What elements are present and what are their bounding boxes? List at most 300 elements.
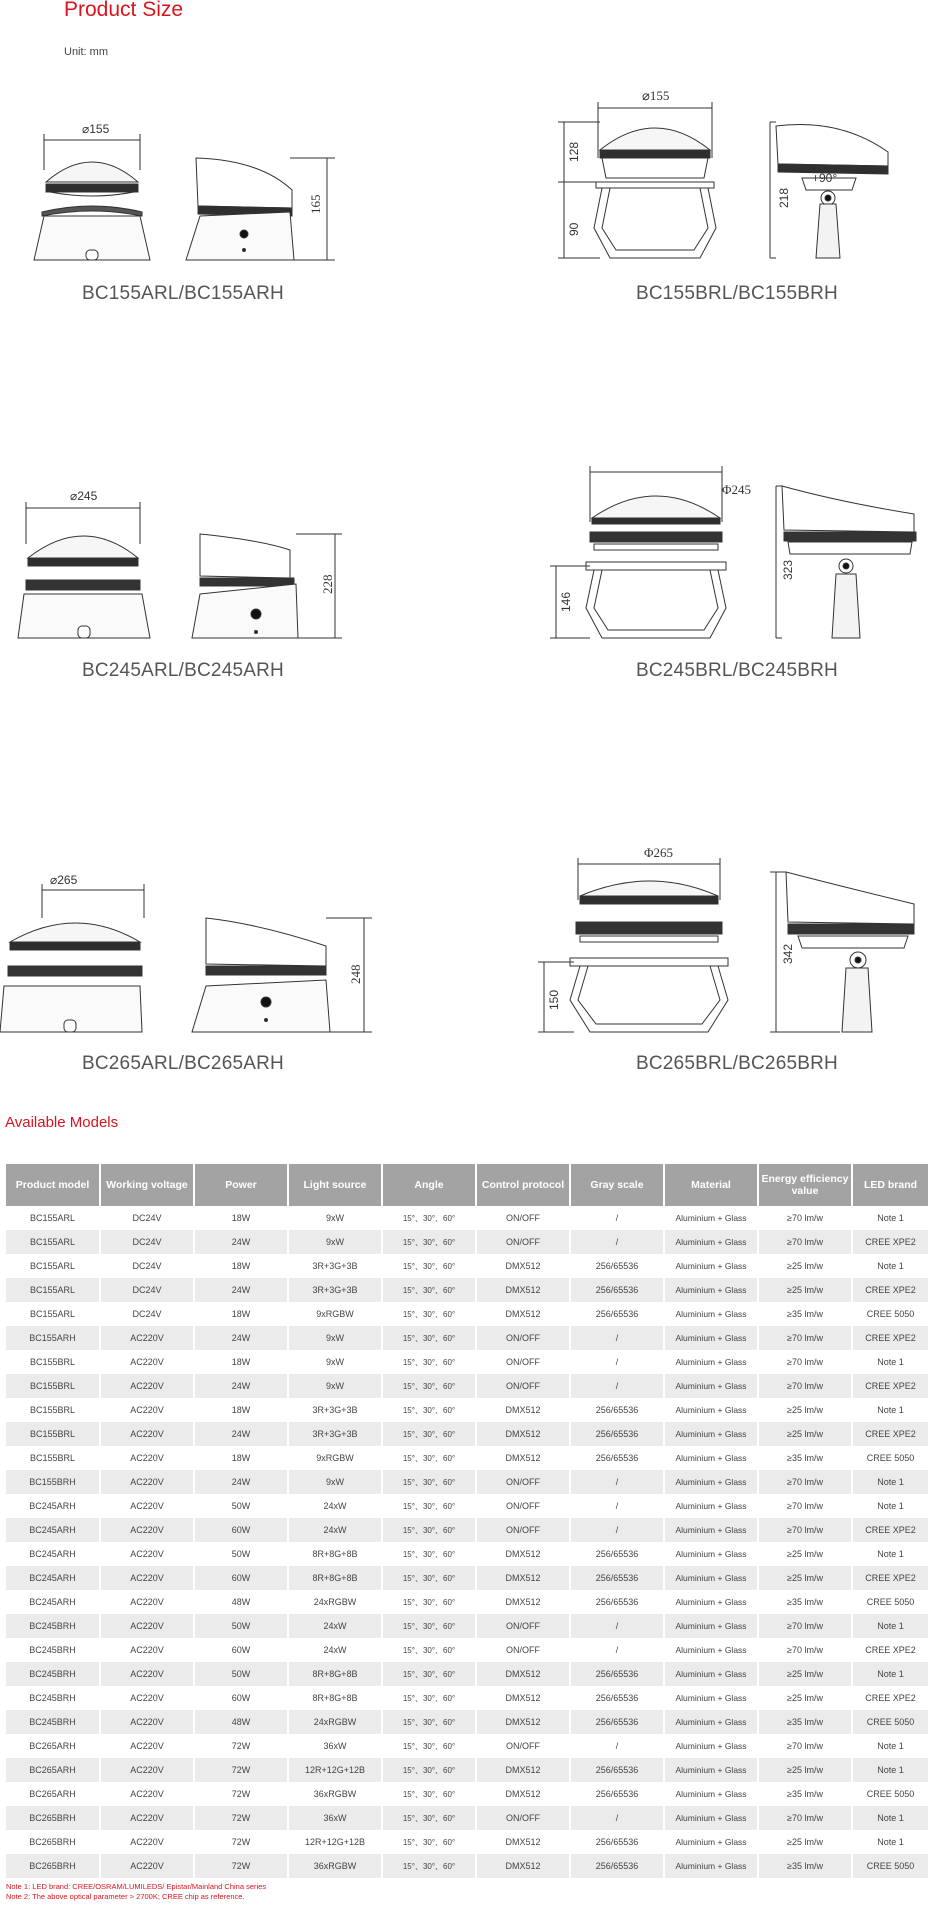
- table-cell: 24xRGBW: [288, 1590, 382, 1614]
- table-cell: 256/65536: [570, 1686, 664, 1710]
- table-cell: ≥25 lm/w: [758, 1398, 852, 1422]
- table-row: [6, 1326, 929, 1350]
- table-cell: Aluminium + Glass: [664, 1806, 758, 1830]
- table-cell: 50W: [194, 1662, 288, 1686]
- table-cell: 256/65536: [570, 1422, 664, 1446]
- table-cell: BC265BRH: [6, 1830, 100, 1854]
- table-cell: 15°、30°、60°: [382, 1566, 476, 1590]
- dim-diameter: ⌀245: [70, 489, 98, 503]
- table-cell: 24W: [194, 1230, 288, 1254]
- dim-128: 128: [567, 141, 581, 162]
- dim-146: 146: [559, 591, 573, 612]
- table-cell: Aluminium + Glass: [664, 1350, 758, 1374]
- table-cell: ≥25 lm/w: [758, 1686, 852, 1710]
- unit-label: Unit: mm: [64, 46, 108, 58]
- dim-diameter: Φ245: [722, 482, 752, 497]
- table-cell: 15°、30°、60°: [382, 1830, 476, 1854]
- table-cell: 9xW: [288, 1230, 382, 1254]
- table-cell: Aluminium + Glass: [664, 1326, 758, 1350]
- table-cell: CREE 5050: [852, 1854, 929, 1878]
- table-cell: /: [570, 1734, 664, 1758]
- table-cell: Aluminium + Glass: [664, 1830, 758, 1854]
- table-cell: CREE XPE2: [852, 1422, 929, 1446]
- table-cell: DMX512: [476, 1446, 570, 1470]
- table-cell: CREE XPE2: [852, 1638, 929, 1662]
- table-cell: 15°、30°、60°: [382, 1446, 476, 1470]
- model-caption: BC265BRL/BC265BRH: [636, 1053, 838, 1074]
- table-cell: Aluminium + Glass: [664, 1374, 758, 1398]
- table-cell: Note 1: [852, 1206, 929, 1230]
- table-cell: 15°、30°、60°: [382, 1542, 476, 1566]
- table-cell: ON/OFF: [476, 1326, 570, 1350]
- table-cell: 15°、30°、60°: [382, 1686, 476, 1710]
- table-cell: 256/65536: [570, 1758, 664, 1782]
- table-cell: 15°、30°、60°: [382, 1350, 476, 1374]
- table-cell: 12R+12G+12B: [288, 1758, 382, 1782]
- table-cell: BC155BRL: [6, 1398, 100, 1422]
- table-cell: 18W: [194, 1446, 288, 1470]
- table-cell: 256/65536: [570, 1662, 664, 1686]
- table-cell: /: [570, 1374, 664, 1398]
- table-cell: ≥70 lm/w: [758, 1734, 852, 1758]
- table-cell: CREE XPE2: [852, 1566, 929, 1590]
- table-row: [6, 1470, 929, 1494]
- table-row: [6, 1614, 929, 1638]
- table-cell: Aluminium + Glass: [664, 1734, 758, 1758]
- table-cell: 15°、30°、60°: [382, 1398, 476, 1422]
- table-cell: 24W: [194, 1422, 288, 1446]
- table-row: [6, 1446, 929, 1470]
- table-cell: DMX512: [476, 1566, 570, 1590]
- dim-height: 228: [320, 574, 335, 594]
- table-cell: AC220V: [100, 1734, 194, 1758]
- table-cell: 12R+12G+12B: [288, 1830, 382, 1854]
- table-cell: DMX512: [476, 1542, 570, 1566]
- table-row: [6, 1278, 929, 1302]
- table-cell: 60W: [194, 1638, 288, 1662]
- table-cell: BC245BRH: [6, 1662, 100, 1686]
- table-cell: AC220V: [100, 1590, 194, 1614]
- table-cell: BC265BRH: [6, 1854, 100, 1878]
- table-cell: BC155BRH: [6, 1470, 100, 1494]
- table-cell: BC155ARL: [6, 1278, 100, 1302]
- table-cell: Aluminium + Glass: [664, 1518, 758, 1542]
- table-cell: ON/OFF: [476, 1518, 570, 1542]
- table-cell: /: [570, 1614, 664, 1638]
- table-cell: 36xRGBW: [288, 1782, 382, 1806]
- table-cell: Aluminium + Glass: [664, 1566, 758, 1590]
- table-row: [6, 1494, 929, 1518]
- table-row: [6, 1662, 929, 1686]
- table-cell: Note 1: [852, 1494, 929, 1518]
- table-cell: 9xW: [288, 1206, 382, 1230]
- table-cell: AC220V: [100, 1662, 194, 1686]
- table-cell: CREE XPE2: [852, 1686, 929, 1710]
- table-row: [6, 1782, 929, 1806]
- table-row: [6, 1638, 929, 1662]
- table-cell: 15°、30°、60°: [382, 1206, 476, 1230]
- col-header: Product model: [6, 1164, 100, 1206]
- table-cell: Aluminium + Glass: [664, 1614, 758, 1638]
- table-cell: DC24V: [100, 1254, 194, 1278]
- table-cell: ≥70 lm/w: [758, 1806, 852, 1830]
- table-cell: DMX512: [476, 1686, 570, 1710]
- dim-height: 248: [348, 964, 363, 984]
- table-cell: 8R+8G+8B: [288, 1686, 382, 1710]
- notes: [6, 1882, 266, 1902]
- table-cell: AC220V: [100, 1566, 194, 1590]
- table-cell: CREE 5050: [852, 1302, 929, 1326]
- drawing-bc265b: [540, 845, 930, 1050]
- table-cell: Note 1: [852, 1662, 929, 1686]
- col-header: Working voltage: [100, 1164, 194, 1206]
- table-cell: 15°、30°、60°: [382, 1758, 476, 1782]
- table-cell: 15°、30°、60°: [382, 1326, 476, 1350]
- table-cell: ≥35 lm/w: [758, 1590, 852, 1614]
- table-cell: 24W: [194, 1278, 288, 1302]
- table-cell: ON/OFF: [476, 1230, 570, 1254]
- table-cell: 256/65536: [570, 1710, 664, 1734]
- table-cell: 18W: [194, 1350, 288, 1374]
- models-table: [6, 1164, 930, 1878]
- table-cell: 15°、30°、60°: [382, 1734, 476, 1758]
- table-cell: Aluminium + Glass: [664, 1422, 758, 1446]
- table-cell: Aluminium + Glass: [664, 1590, 758, 1614]
- table-row: [6, 1374, 929, 1398]
- table-cell: 15°、30°、60°: [382, 1710, 476, 1734]
- table-cell: ≥70 lm/w: [758, 1470, 852, 1494]
- table-cell: DMX512: [476, 1854, 570, 1878]
- table-cell: /: [570, 1206, 664, 1230]
- model-caption: BC245ARL/BC245ARH: [82, 660, 284, 681]
- table-cell: 48W: [194, 1710, 288, 1734]
- table-cell: 18W: [194, 1398, 288, 1422]
- table-cell: 72W: [194, 1758, 288, 1782]
- table-cell: DMX512: [476, 1254, 570, 1278]
- note-1: Note 1: LED brand: CREE/OSRAM/LUMILEDS/ Epistar/Mainland China series: [6, 1882, 267, 1891]
- table-cell: ON/OFF: [476, 1806, 570, 1830]
- table-cell: 256/65536: [570, 1782, 664, 1806]
- table-row: [6, 1350, 929, 1374]
- table-cell: /: [570, 1518, 664, 1542]
- table-cell: 50W: [194, 1542, 288, 1566]
- table-row: [6, 1230, 929, 1254]
- table-cell: Note 1: [852, 1470, 929, 1494]
- model-caption: BC155BRL/BC155BRH: [636, 283, 838, 304]
- table-cell: BC245BRH: [6, 1686, 100, 1710]
- table-cell: DMX512: [476, 1590, 570, 1614]
- table-cell: 72W: [194, 1830, 288, 1854]
- table-cell: Aluminium + Glass: [664, 1542, 758, 1566]
- table-cell: BC245ARH: [6, 1542, 100, 1566]
- table-row: [6, 1734, 929, 1758]
- table-cell: 72W: [194, 1734, 288, 1758]
- table-cell: AC220V: [100, 1422, 194, 1446]
- table-cell: ≥35 lm/w: [758, 1302, 852, 1326]
- table-cell: 8R+8G+8B: [288, 1542, 382, 1566]
- table-cell: ≥35 lm/w: [758, 1782, 852, 1806]
- table-cell: BC245ARH: [6, 1518, 100, 1542]
- table-cell: 15°、30°、60°: [382, 1590, 476, 1614]
- table-row: [6, 1422, 929, 1446]
- table-cell: 24xW: [288, 1638, 382, 1662]
- dim-218: 218: [777, 187, 791, 208]
- table-cell: ≥25 lm/w: [758, 1830, 852, 1854]
- table-cell: AC220V: [100, 1470, 194, 1494]
- col-header: Control protocol: [476, 1164, 570, 1206]
- col-header: LED brand: [852, 1164, 929, 1206]
- table-cell: 15°、30°、60°: [382, 1254, 476, 1278]
- table-cell: BC265ARH: [6, 1782, 100, 1806]
- table-cell: 36xW: [288, 1806, 382, 1830]
- table-cell: ON/OFF: [476, 1614, 570, 1638]
- table-cell: ≥70 lm/w: [758, 1374, 852, 1398]
- table-cell: 50W: [194, 1494, 288, 1518]
- table-cell: Aluminium + Glass: [664, 1782, 758, 1806]
- dim-323: 323: [781, 559, 795, 580]
- table-cell: ON/OFF: [476, 1470, 570, 1494]
- dim-diameter: Φ265: [644, 845, 674, 860]
- table-cell: 256/65536: [570, 1254, 664, 1278]
- drawing-bc155a: [0, 100, 420, 280]
- table-cell: Aluminium + Glass: [664, 1254, 758, 1278]
- table-cell: BC245ARH: [6, 1590, 100, 1614]
- table-row: [6, 1518, 929, 1542]
- col-header: Power: [194, 1164, 288, 1206]
- table-cell: /: [570, 1494, 664, 1518]
- table-row: [6, 1830, 929, 1854]
- table-cell: Aluminium + Glass: [664, 1470, 758, 1494]
- table-cell: DC24V: [100, 1206, 194, 1230]
- table-cell: DMX512: [476, 1398, 570, 1422]
- table-cell: 48W: [194, 1590, 288, 1614]
- table-cell: AC220V: [100, 1398, 194, 1422]
- table-cell: CREE 5050: [852, 1590, 929, 1614]
- table-cell: AC220V: [100, 1758, 194, 1782]
- table-cell: CREE XPE2: [852, 1374, 929, 1398]
- note-2: Note 2: The above optical parameter > 2700K; CREE chip as reference.: [6, 1892, 245, 1901]
- table-cell: 256/65536: [570, 1446, 664, 1470]
- table-cell: DMX512: [476, 1422, 570, 1446]
- drawing-bc245b: [540, 458, 930, 658]
- table-cell: BC155ARH: [6, 1326, 100, 1350]
- table-cell: DC24V: [100, 1278, 194, 1302]
- table-cell: BC155ARL: [6, 1254, 100, 1278]
- table-cell: Aluminium + Glass: [664, 1446, 758, 1470]
- col-header: Light source: [288, 1164, 382, 1206]
- table-cell: AC220V: [100, 1494, 194, 1518]
- drawing-bc245a: [0, 484, 420, 654]
- model-caption: BC245BRL/BC245BRH: [636, 660, 838, 681]
- table-cell: 15°、30°、60°: [382, 1230, 476, 1254]
- table-cell: BC265ARH: [6, 1758, 100, 1782]
- dim-342: 342: [781, 943, 795, 964]
- table-cell: BC245BRH: [6, 1614, 100, 1638]
- table-cell: AC220V: [100, 1350, 194, 1374]
- table-cell: 24W: [194, 1326, 288, 1350]
- table-cell: 72W: [194, 1854, 288, 1878]
- drawing-bc265a: [0, 874, 420, 1040]
- table-cell: 15°、30°、60°: [382, 1494, 476, 1518]
- col-header: Angle: [382, 1164, 476, 1206]
- table-cell: 9xW: [288, 1326, 382, 1350]
- table-cell: BC265BRH: [6, 1806, 100, 1830]
- available-models-title: Available Models: [5, 1114, 119, 1131]
- dim-150: 150: [547, 989, 561, 1010]
- table-cell: 3R+3G+3B: [288, 1254, 382, 1278]
- table-cell: 15°、30°、60°: [382, 1662, 476, 1686]
- table-cell: BC155BRL: [6, 1350, 100, 1374]
- table-cell: 72W: [194, 1782, 288, 1806]
- table-cell: /: [570, 1230, 664, 1254]
- table-cell: Aluminium + Glass: [664, 1854, 758, 1878]
- table-cell: AC220V: [100, 1518, 194, 1542]
- table-cell: /: [570, 1470, 664, 1494]
- table-row: [6, 1710, 929, 1734]
- table-cell: ON/OFF: [476, 1494, 570, 1518]
- table-cell: BC155BRL: [6, 1422, 100, 1446]
- table-cell: 18W: [194, 1302, 288, 1326]
- table-cell: /: [570, 1638, 664, 1662]
- table-cell: DMX512: [476, 1830, 570, 1854]
- table-header-row: [6, 1164, 929, 1206]
- table-cell: ≥70 lm/w: [758, 1638, 852, 1662]
- table-cell: ≥25 lm/w: [758, 1278, 852, 1302]
- table-cell: Aluminium + Glass: [664, 1398, 758, 1422]
- table-cell: Aluminium + Glass: [664, 1494, 758, 1518]
- table-cell: DMX512: [476, 1758, 570, 1782]
- table-cell: ≥25 lm/w: [758, 1422, 852, 1446]
- table-cell: /: [570, 1350, 664, 1374]
- table-row: [6, 1758, 929, 1782]
- table-cell: 24xW: [288, 1494, 382, 1518]
- table-cell: AC220V: [100, 1614, 194, 1638]
- table-cell: Aluminium + Glass: [664, 1302, 758, 1326]
- table-cell: 15°、30°、60°: [382, 1374, 476, 1398]
- table-cell: DMX512: [476, 1302, 570, 1326]
- table-cell: BC245ARH: [6, 1566, 100, 1590]
- table-row: [6, 1566, 929, 1590]
- table-cell: AC220V: [100, 1638, 194, 1662]
- dim-diameter: ⌀155: [82, 122, 110, 136]
- col-header: Energy efficiency value: [758, 1164, 852, 1206]
- table-cell: 24xRGBW: [288, 1710, 382, 1734]
- table-cell: AC220V: [100, 1326, 194, 1350]
- table-cell: 15°、30°、60°: [382, 1854, 476, 1878]
- table-cell: BC155ARL: [6, 1206, 100, 1230]
- table-cell: Note 1: [852, 1614, 929, 1638]
- table-cell: 9xW: [288, 1470, 382, 1494]
- table-cell: BC245BRH: [6, 1638, 100, 1662]
- dim-height: 165: [308, 194, 323, 214]
- table-cell: BC155ARL: [6, 1302, 100, 1326]
- table-cell: 24W: [194, 1470, 288, 1494]
- table-row: [6, 1806, 929, 1830]
- table-cell: BC245BRH: [6, 1710, 100, 1734]
- table-cell: CREE 5050: [852, 1782, 929, 1806]
- table-cell: /: [570, 1806, 664, 1830]
- table-cell: BC155BRL: [6, 1374, 100, 1398]
- table-cell: 15°、30°、60°: [382, 1278, 476, 1302]
- table-cell: ≥25 lm/w: [758, 1662, 852, 1686]
- table-cell: 256/65536: [570, 1278, 664, 1302]
- table-cell: ≥25 lm/w: [758, 1542, 852, 1566]
- table-cell: CREE 5050: [852, 1446, 929, 1470]
- dim-angle: +90°: [812, 171, 838, 185]
- table-cell: Aluminium + Glass: [664, 1230, 758, 1254]
- table-cell: 60W: [194, 1518, 288, 1542]
- table-cell: BC265ARH: [6, 1734, 100, 1758]
- table-cell: AC220V: [100, 1710, 194, 1734]
- table-cell: CREE XPE2: [852, 1326, 929, 1350]
- table-cell: 24xW: [288, 1614, 382, 1638]
- model-caption: BC265ARL/BC265ARH: [82, 1053, 284, 1074]
- table-cell: 9xRGBW: [288, 1446, 382, 1470]
- col-header: Material: [664, 1164, 758, 1206]
- table-cell: Note 1: [852, 1734, 929, 1758]
- table-cell: 256/65536: [570, 1542, 664, 1566]
- table-cell: Aluminium + Glass: [664, 1758, 758, 1782]
- table-cell: ON/OFF: [476, 1374, 570, 1398]
- drawing-bc155b: [540, 78, 930, 278]
- table-cell: Aluminium + Glass: [664, 1710, 758, 1734]
- table-cell: 36xRGBW: [288, 1854, 382, 1878]
- table-cell: AC220V: [100, 1542, 194, 1566]
- table-cell: Note 1: [852, 1542, 929, 1566]
- table-cell: CREE XPE2: [852, 1278, 929, 1302]
- table-cell: 18W: [194, 1254, 288, 1278]
- table-cell: 3R+3G+3B: [288, 1398, 382, 1422]
- table-cell: ON/OFF: [476, 1350, 570, 1374]
- table-cell: ≥70 lm/w: [758, 1614, 852, 1638]
- table-row: [6, 1254, 929, 1278]
- table-cell: DMX512: [476, 1710, 570, 1734]
- table-cell: Note 1: [852, 1758, 929, 1782]
- model-caption: BC155ARL/BC155ARH: [82, 283, 284, 304]
- table-cell: AC220V: [100, 1830, 194, 1854]
- table-cell: BC245ARH: [6, 1494, 100, 1518]
- table-cell: 8R+8G+8B: [288, 1662, 382, 1686]
- table-cell: 9xW: [288, 1374, 382, 1398]
- table-cell: 60W: [194, 1566, 288, 1590]
- table-row: [6, 1686, 929, 1710]
- dim-diameter: ⌀265: [50, 873, 78, 887]
- table-cell: 15°、30°、60°: [382, 1422, 476, 1446]
- table-cell: 24xW: [288, 1518, 382, 1542]
- table-cell: Note 1: [852, 1254, 929, 1278]
- table-cell: ≥70 lm/w: [758, 1350, 852, 1374]
- table-cell: 15°、30°、60°: [382, 1470, 476, 1494]
- table-cell: ≥25 lm/w: [758, 1566, 852, 1590]
- table-cell: ON/OFF: [476, 1206, 570, 1230]
- table-cell: DC24V: [100, 1302, 194, 1326]
- table-cell: ON/OFF: [476, 1638, 570, 1662]
- table-cell: 15°、30°、60°: [382, 1782, 476, 1806]
- table-cell: AC220V: [100, 1854, 194, 1878]
- table-cell: 256/65536: [570, 1398, 664, 1422]
- table-cell: AC220V: [100, 1806, 194, 1830]
- table-cell: Aluminium + Glass: [664, 1686, 758, 1710]
- table-cell: ≥70 lm/w: [758, 1326, 852, 1350]
- table-cell: 15°、30°、60°: [382, 1614, 476, 1638]
- table-cell: 256/65536: [570, 1854, 664, 1878]
- table-cell: 256/65536: [570, 1566, 664, 1590]
- table-cell: CREE XPE2: [852, 1230, 929, 1254]
- table-cell: ≥35 lm/w: [758, 1854, 852, 1878]
- table-cell: ≥70 lm/w: [758, 1230, 852, 1254]
- table-cell: 15°、30°、60°: [382, 1806, 476, 1830]
- table-cell: Aluminium + Glass: [664, 1662, 758, 1686]
